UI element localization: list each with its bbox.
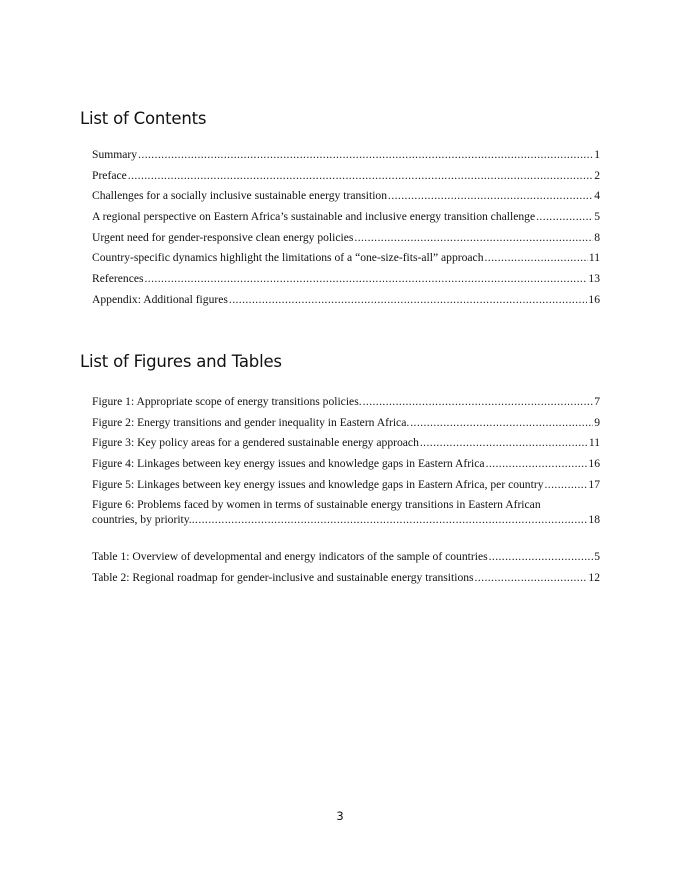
dot-leader xyxy=(489,550,594,564)
dot-leader xyxy=(354,231,593,245)
list-of-figures-heading: List of Figures and Tables xyxy=(80,352,282,371)
contents-list xyxy=(92,148,600,314)
toc-entry-summary[interactable] xyxy=(92,148,600,169)
figure-entry-title: Figure 1: Appropriate scope of energy transitions policies. xyxy=(92,395,362,408)
table-entry-2[interactable] xyxy=(92,571,600,592)
figure-entry-title: Figure 5: Linkages between key energy issues and knowledge gaps in Eastern Africa, per country xyxy=(92,477,544,491)
toc-entry-page: 13 xyxy=(588,272,600,286)
dot-leader xyxy=(486,457,588,471)
dot-leader xyxy=(475,571,588,585)
toc-entry-title: Country-specific dynamics highlight the limitations of a “one-size-fits-all” approach xyxy=(92,251,484,265)
toc-entry-title: Summary xyxy=(92,148,138,161)
toc-entry-page: 2 xyxy=(594,168,600,182)
figure-entry-title: Figure 4: Linkages between key energy issues and knowledge gaps in Eastern Africa xyxy=(92,457,485,471)
figure-entry-1[interactable] xyxy=(92,395,600,416)
dot-leader xyxy=(229,293,588,307)
toc-entry-title: References xyxy=(92,272,144,286)
dot-leader xyxy=(485,251,588,265)
figure-entry-title-line2: countries, by priority. xyxy=(92,512,192,526)
table-entry-page: 5 xyxy=(594,550,600,563)
figure-entry-6[interactable] xyxy=(92,498,600,533)
figure-entry-4[interactable] xyxy=(92,457,600,478)
table-entry-title: Table 1: Overview of developmental and energy indicators of the sample of countries xyxy=(92,550,488,563)
toc-entry-page: 11 xyxy=(588,251,600,265)
toc-entry-page: 1 xyxy=(594,148,600,161)
dot-leader xyxy=(138,148,593,162)
dot-leader xyxy=(388,189,593,203)
figure-entry-title: Figure 3: Key policy areas for a gendered sustainable energy approach xyxy=(92,436,419,450)
tables-list xyxy=(92,550,600,591)
toc-entry-title: A regional perspective on Eastern Africa’s sustainable and inclusive energy transition challenge xyxy=(92,210,536,224)
figure-entry-page: 11 xyxy=(588,436,600,450)
figure-entry-page: 17 xyxy=(588,477,600,491)
table-entry-1[interactable] xyxy=(92,550,600,571)
dot-leader xyxy=(363,395,594,409)
figure-entry-2[interactable] xyxy=(92,416,600,437)
toc-entry-preface[interactable] xyxy=(92,169,600,190)
toc-entry-country-specific[interactable] xyxy=(92,251,600,272)
dot-leader xyxy=(545,478,588,492)
toc-entry-page: 5 xyxy=(594,210,600,224)
dot-leader xyxy=(410,416,593,430)
toc-entry-urgent-need[interactable] xyxy=(92,231,600,252)
dot-leader xyxy=(420,436,588,450)
toc-entry-appendix[interactable] xyxy=(92,293,600,314)
toc-entry-page: 8 xyxy=(594,230,600,244)
table-entry-page: 12 xyxy=(588,570,600,584)
toc-entry-page: 16 xyxy=(588,292,600,306)
toc-entry-references[interactable] xyxy=(92,272,600,293)
figure-entry-5[interactable] xyxy=(92,478,600,499)
list-of-contents-heading: List of Contents xyxy=(80,109,207,128)
toc-entry-title: Appendix: Additional figures xyxy=(92,292,228,306)
table-entry-title: Table 2: Regional roadmap for gender-inclusive and sustainable energy transitions xyxy=(92,570,474,584)
dot-leader xyxy=(128,169,593,183)
dot-leader xyxy=(536,210,593,224)
toc-entry-title: Challenges for a socially inclusive sustainable energy transition xyxy=(92,189,388,203)
toc-entry-title: Preface xyxy=(92,168,127,182)
toc-entry-challenges[interactable] xyxy=(92,189,600,210)
figure-entry-title-line1: Figure 6: Problems faced by women in terms of sustainable energy transitions in Eastern African xyxy=(92,498,541,512)
figure-entry-line2 xyxy=(92,513,600,527)
figure-entry-page: 18 xyxy=(588,512,600,526)
toc-entry-regional-perspective[interactable] xyxy=(92,210,600,231)
figure-entry-page: 16 xyxy=(588,457,600,471)
figures-list xyxy=(92,395,600,533)
figure-entry-page: 9 xyxy=(594,415,600,429)
toc-entry-page: 4 xyxy=(594,189,600,203)
dot-leader xyxy=(145,272,588,286)
figure-entry-title: Figure 2: Energy transitions and gender inequality in Eastern Africa. xyxy=(92,415,410,429)
dot-leader xyxy=(192,513,588,527)
figure-entry-3[interactable] xyxy=(92,436,600,457)
toc-entry-title: Urgent need for gender-responsive clean energy policies xyxy=(92,230,354,244)
page-number: 3 xyxy=(336,809,344,823)
figure-entry-page: 7 xyxy=(594,395,600,408)
